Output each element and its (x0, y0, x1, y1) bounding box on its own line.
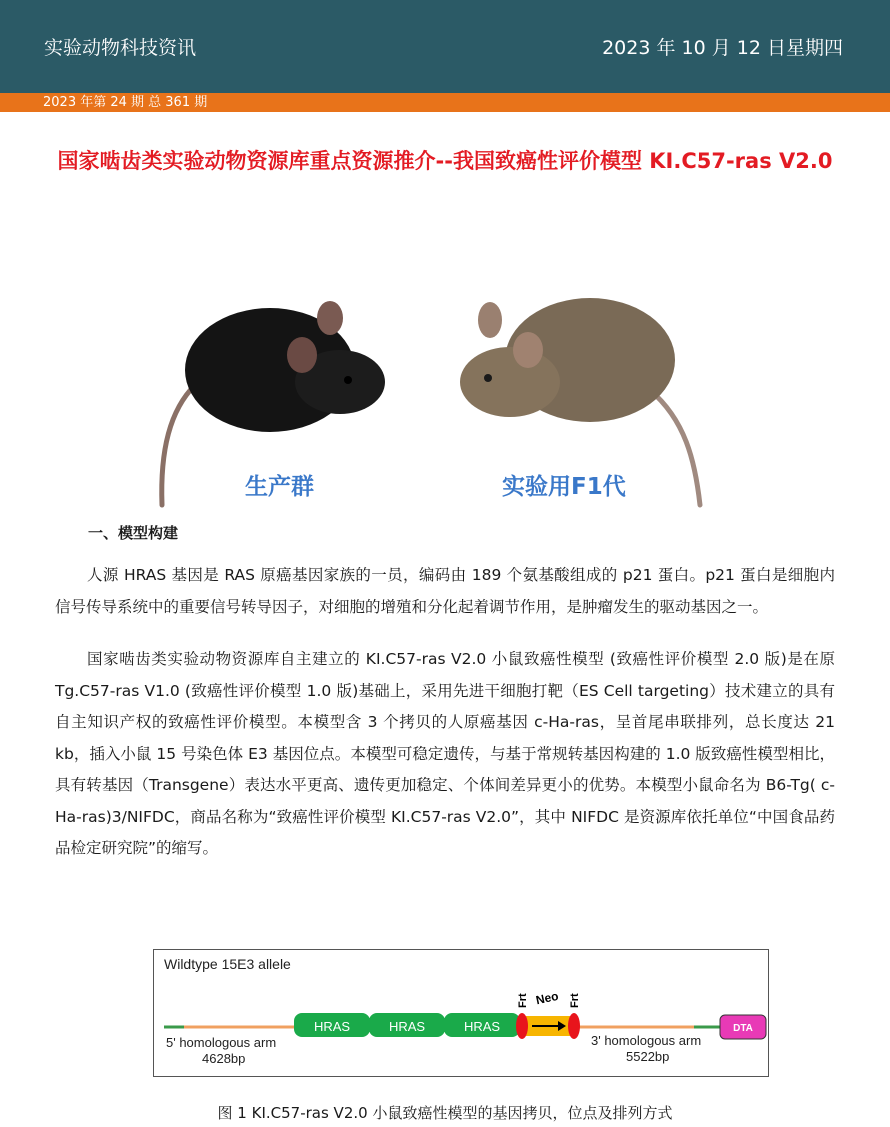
neo-label: Neo (534, 988, 560, 1008)
frt-label: Frt (569, 993, 581, 1008)
paragraph-2: 国家啮齿类实验动物资源库自主建立的 KI.C57-ras V2.0 小鼠致癌性模型 (致癌性评价模型 2.0 版)是在原 Tg.C57-ras V1.0 (致癌性评价模型 1.0 版)基础上，采用先进干细胞打靶（ES Cell targeting）技术建立的具有自主知识产权的致癌性评价模型。本模型含 3 个拷贝的人原癌基因 c-Ha-ras，呈首尾串联排列，总长度达 21 kb，插入小鼠 15 号染色体 E3 基因位点。本模型可稳定遗传，与基于常规转基因构建的 1.0 版致癌性模型相比，具有转基因（Transgene）表达水平更高、遗传更加稳定、个体间差异更小的优势。本模型小鼠命名为 B6-Tg( c-Ha-ras)3/NIFDC，商品名称为“致癌性评价模型 KI.C57-ras V2.0”，其中 NIFDC 是资源库依托单位“中国食品药品检定研究院”的缩写。 (55, 650, 835, 857)
right-arm-size: 5522bp (626, 1049, 670, 1064)
mice-photo (150, 290, 730, 510)
issue-bar (0, 93, 890, 112)
right-mouse-label: 实验用F1代 (502, 474, 626, 500)
right-arm-label: 3' homologous arm (591, 1033, 702, 1048)
left-arm-label: 5' homologous arm (166, 1035, 277, 1050)
black-mouse-ear (317, 301, 343, 335)
publication-name: 实验动物科技资讯 (44, 37, 197, 59)
paragraph-1: 人源 HRAS 基因是 RAS 原癌基因家族的一员，编码由 189 个氨基酸组成的 p21 蛋白。p21 蛋白是细胞内信号传导系统中的重要信号转导因子，对细胞的增殖和分化起着调节作用，是肿瘤发生的驱动基因之一。 (55, 566, 835, 616)
black-mouse-tail (162, 385, 195, 505)
header-bar (0, 0, 890, 93)
dta-label: DTA (733, 1023, 753, 1034)
black-mouse-ear (287, 337, 317, 373)
brown-mouse-head (460, 347, 560, 417)
frt-label: Frt (517, 993, 529, 1008)
hras-label: HRAS (463, 1019, 501, 1034)
brown-mouse-ear (513, 332, 543, 368)
construct-diagram (154, 950, 768, 1076)
hras-label: HRAS (388, 1019, 426, 1034)
frt-site (516, 1013, 528, 1039)
figure-caption: 图 1 KI.C57-ras V2.0 小鼠致癌性模型的基因拷贝，位点及排列方式 (217, 1104, 673, 1122)
frt-site (568, 1013, 580, 1039)
article-title: 国家啮齿类实验动物资源库重点资源推介--我国致癌性评价模型 KI.C57-ras V2.0 (57, 149, 833, 173)
left-mouse-label: 生产群 (245, 474, 314, 500)
hras-label: HRAS (313, 1019, 351, 1034)
issue-number: 2023 年第 24 期 总 361 期 (43, 95, 208, 110)
brown-mouse-tail (650, 390, 700, 505)
brown-mouse-eye (484, 374, 492, 382)
mice-illustration (150, 290, 730, 510)
publication-date: 2023 年 10 月 12 日星期四 (602, 37, 843, 59)
section-heading: 一、模型构建 (88, 524, 179, 542)
left-arm-size: 4628bp (202, 1051, 246, 1066)
gene-construct-figure (153, 949, 769, 1077)
brown-mouse-ear (478, 302, 502, 338)
figure-title: Wildtype 15E3 allele (164, 956, 291, 972)
black-mouse-eye (344, 376, 352, 384)
